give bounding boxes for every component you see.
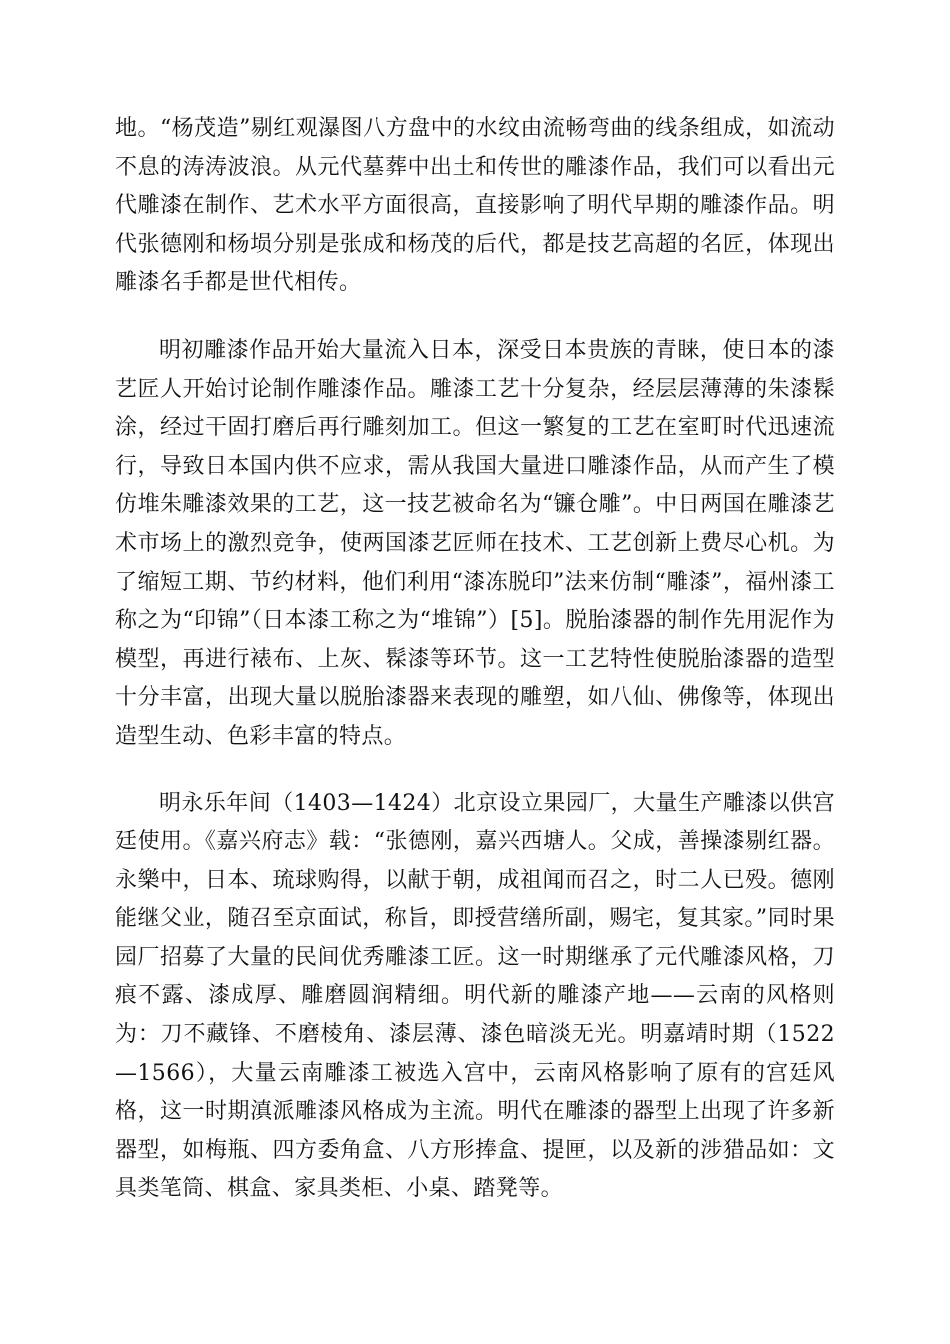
paragraph-ming-lacquer-japan: 明初雕漆作品开始大量流入日本，深受日本贵族的青睐，使日本的漆艺匠人开始讨论制作雕漆作品。雕漆工艺十分复杂，经层层薄薄的朱漆髹涂，经过干固打磨后再行雕刻加工。但这一繁复的工艺在室町时代迅速流行，导致日本国内供不应求，需从我国大量进口雕漆作品，从而产生了模仿堆朱雕漆效果的工艺，这一技艺被命名为“镰仓雕”。中日两国在雕漆艺术市场上的激烈竞争，使两国漆艺匠师在技术、工艺创新上费尽心机。为了缩短工期、节约材料，他们利用“漆冻脱印”法来仿制“雕漆”，福州漆工称之为“印锦”（日本漆工称之为“堆锦”）[5]。脱胎漆器的制作先用泥作为模型，再进行裱布、上灰、髹漆等环节。这一工艺特性使脱胎漆器的造型十分丰富，出现大量以脱胎漆器来表现的雕塑，如八仙、佛像等，体现出造型生动、色彩丰富的特点。 — [115, 337, 835, 749]
paragraph-yongle-guoyuanchang: 明永乐年间（1403—1424）北京设立果园厂，大量生产雕漆以供宫廷使用。《嘉兴府志》载：“张德刚，嘉兴西塘人。父成，善操漆剔红器。永樂中，日本、琉球购得，以献于朝，成祖闻而召之，时二人已殁。德刚能继父业，随召至京面试，称旨，即授营缮所副，赐宅，复其家。”同时果园厂招募了大量的民间优秀雕漆工匠。这一时期继承了元代雕漆风格，刀痕不露、漆成厚、雕磨圆润精细。明代新的雕漆产地——云南的风格则为：刀不藏锋、不磨棱角、漆层薄、漆色暗淡无光。明嘉靖时期（1522—1566），大量云南雕漆工被选入宫中，云南风格影响了原有的宫廷风格，这一时期滇派雕漆风格成为主流。明代在雕漆的器型上出现了许多新器型，如梅瓶、四方委角盒、八方形捧盒、提匣，以及新的涉猎品如：文具类笔筒、棋盒、家具类柜、小桌、踏凳等。 — [115, 790, 835, 1202]
paragraph-continued: 地。“杨茂造”剔红观瀑图八方盘中的水纹由流畅弯曲的线条组成，如流动不息的涛涛波浪。从元代墓葬中出土和传世的雕漆作品，我们可以看出元代雕漆在制作、艺术水平方面很高，直接影响了明代早期的雕漆作品。明代张德刚和杨埙分别是张成和杨茂的后代，都是技艺高超的名匠，体现出雕漆名手都是世代相传。 — [115, 116, 835, 296]
document-page — [115, 110, 835, 1209]
